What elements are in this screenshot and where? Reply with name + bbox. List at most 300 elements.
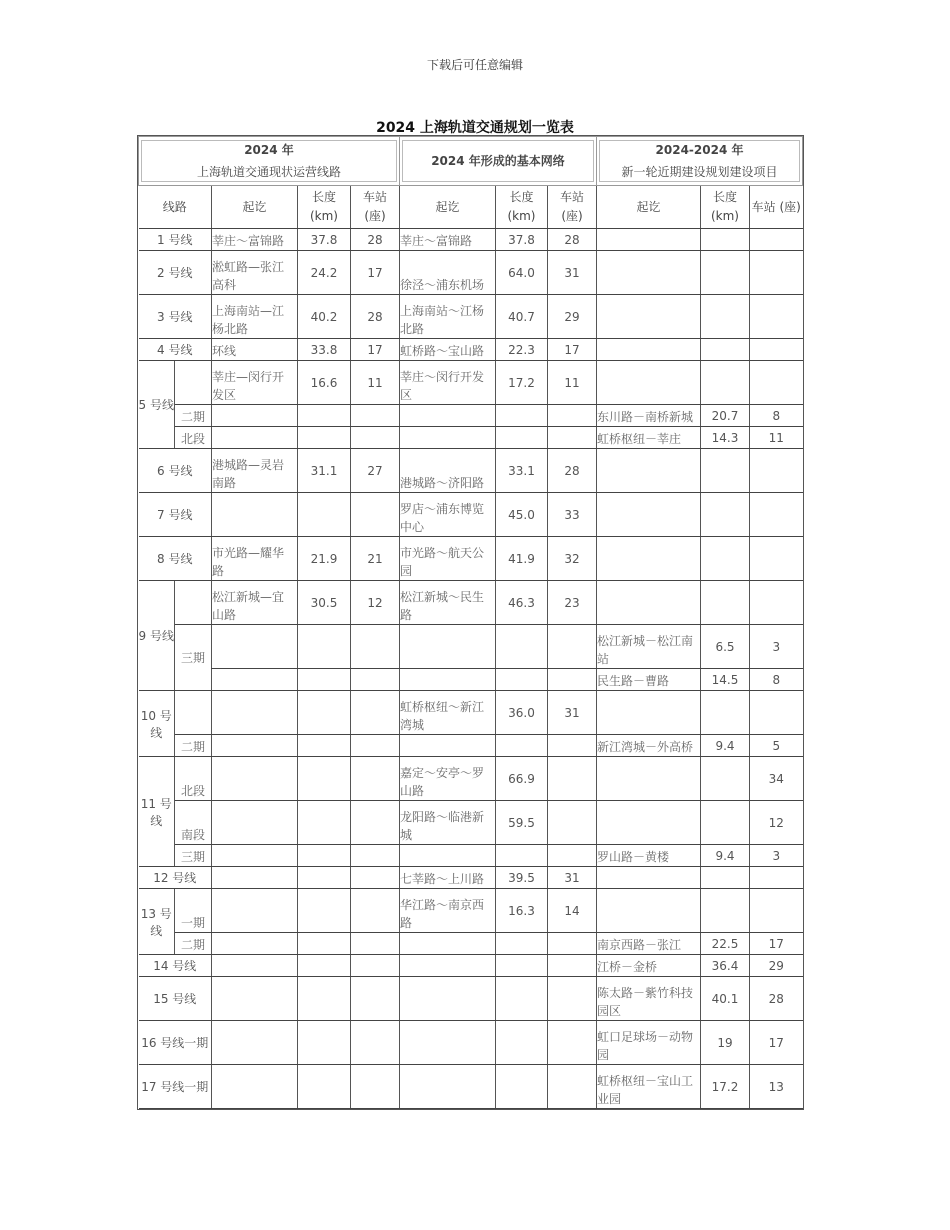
network-length-cell bbox=[496, 1065, 548, 1109]
current-stations-cell: 28 bbox=[351, 229, 400, 251]
project-route-cell: 罗山路－黄楼 bbox=[597, 845, 701, 867]
project-route-cell bbox=[597, 361, 701, 405]
project-stations-cell bbox=[750, 581, 803, 625]
network-length-cell: 39.5 bbox=[496, 867, 548, 889]
project-stations-cell bbox=[750, 339, 803, 361]
col-route-header-3: 起讫 bbox=[597, 186, 701, 229]
col-line-header: 线路 bbox=[139, 186, 212, 229]
current-length-cell: 37.8 bbox=[298, 229, 351, 251]
table-row bbox=[139, 449, 803, 493]
network-route-cell bbox=[400, 625, 496, 669]
phase-cell: 二期 bbox=[175, 405, 212, 427]
current-route-cell bbox=[212, 405, 298, 427]
project-length-cell: 19 bbox=[701, 1021, 750, 1065]
network-stations-cell bbox=[548, 1021, 597, 1065]
network-stations-cell bbox=[548, 405, 597, 427]
current-stations-cell bbox=[351, 691, 400, 735]
table-row bbox=[139, 427, 803, 449]
network-route-cell: 港城路～济阳路 bbox=[400, 449, 496, 493]
project-length-cell bbox=[701, 867, 750, 889]
network-length-cell bbox=[496, 933, 548, 955]
current-stations-cell bbox=[351, 427, 400, 449]
line-name-cell: 5 号线 bbox=[139, 361, 175, 449]
project-route-cell bbox=[597, 251, 701, 295]
project-length-cell bbox=[701, 295, 750, 339]
project-stations-cell bbox=[750, 867, 803, 889]
line-name-cell: 17 号线一期 bbox=[139, 1065, 212, 1109]
rail-plan-table bbox=[138, 136, 803, 1109]
header-note: 下载后可任意编辑 bbox=[426, 58, 523, 72]
network-route-cell: 罗店～浦东博览中心 bbox=[400, 493, 496, 537]
project-length-cell bbox=[701, 801, 750, 845]
network-route-cell: 市光路～航天公园 bbox=[400, 537, 496, 581]
current-stations-cell: 12 bbox=[351, 581, 400, 625]
current-length-cell bbox=[298, 757, 351, 801]
current-route-cell bbox=[212, 625, 298, 669]
table-row bbox=[139, 625, 803, 669]
network-length-cell: 41.9 bbox=[496, 537, 548, 581]
project-route-cell bbox=[597, 295, 701, 339]
line-name-cell: 8 号线 bbox=[139, 537, 212, 581]
current-length-cell bbox=[298, 735, 351, 757]
line-name-cell: 10 号线 bbox=[139, 691, 175, 757]
line-name-cell: 2 号线 bbox=[139, 251, 212, 295]
project-route-cell bbox=[597, 339, 701, 361]
network-length-cell bbox=[496, 625, 548, 669]
project-length-cell: 36.4 bbox=[701, 955, 750, 977]
column-header-row bbox=[139, 186, 803, 229]
project-route-cell: 东川路－南桥新城 bbox=[597, 405, 701, 427]
network-length-cell: 45.0 bbox=[496, 493, 548, 537]
project-route-cell: 新江湾城－外高桥 bbox=[597, 735, 701, 757]
line-name-cell: 15 号线 bbox=[139, 977, 212, 1021]
phase-cell: 二期 bbox=[175, 735, 212, 757]
current-length-cell bbox=[298, 1021, 351, 1065]
current-length-cell bbox=[298, 867, 351, 889]
current-stations-cell bbox=[351, 845, 400, 867]
current-length-cell: 16.6 bbox=[298, 361, 351, 405]
table-row bbox=[139, 339, 803, 361]
table-row bbox=[139, 867, 803, 889]
network-length-cell bbox=[496, 845, 548, 867]
table-row bbox=[139, 977, 803, 1021]
current-route-cell: 莘庄～富锦路 bbox=[212, 229, 298, 251]
current-route-cell bbox=[212, 933, 298, 955]
network-length-cell: 66.9 bbox=[496, 757, 548, 801]
project-stations-cell: 12 bbox=[750, 801, 803, 845]
current-route-cell bbox=[212, 735, 298, 757]
project-length-cell bbox=[701, 691, 750, 735]
current-stations-cell bbox=[351, 625, 400, 669]
current-length-cell bbox=[298, 845, 351, 867]
current-length-cell bbox=[298, 955, 351, 977]
project-route-cell bbox=[597, 537, 701, 581]
project-length-cell: 22.5 bbox=[701, 933, 750, 955]
network-route-cell: 嘉定～安亭～罗山路 bbox=[400, 757, 496, 801]
line-name-cell: 7 号线 bbox=[139, 493, 212, 537]
network-stations-cell bbox=[548, 845, 597, 867]
current-length-cell bbox=[298, 427, 351, 449]
current-route-cell bbox=[212, 691, 298, 735]
table-row bbox=[139, 691, 803, 735]
network-length-cell: 16.3 bbox=[496, 889, 548, 933]
group-new-title: 新一轮近期建设规划建设项目 bbox=[621, 165, 778, 179]
line-name-cell: 9 号线 bbox=[139, 581, 175, 691]
current-route-cell bbox=[212, 757, 298, 801]
table-row bbox=[139, 537, 803, 581]
network-length-cell bbox=[496, 955, 548, 977]
network-stations-cell: 33 bbox=[548, 493, 597, 537]
group-basic-title: 2024 年形成的基本网络 bbox=[431, 154, 565, 168]
network-route-cell bbox=[400, 955, 496, 977]
network-stations-cell: 28 bbox=[548, 449, 597, 493]
current-route-cell bbox=[212, 955, 298, 977]
network-length-cell: 64.0 bbox=[496, 251, 548, 295]
network-stations-cell bbox=[548, 1065, 597, 1109]
table-row bbox=[139, 757, 803, 801]
current-length-cell: 40.2 bbox=[298, 295, 351, 339]
current-route-cell bbox=[212, 801, 298, 845]
network-route-cell: 华江路～南京西路 bbox=[400, 889, 496, 933]
project-length-cell bbox=[701, 493, 750, 537]
table-row bbox=[139, 581, 803, 625]
network-length-cell: 17.2 bbox=[496, 361, 548, 405]
project-route-cell bbox=[597, 757, 701, 801]
phase-cell: 北段 bbox=[175, 427, 212, 449]
current-stations-cell: 17 bbox=[351, 339, 400, 361]
project-stations-cell: 8 bbox=[750, 405, 803, 427]
current-route-cell: 莘庄—闵行开发区 bbox=[212, 361, 298, 405]
network-length-cell: 22.3 bbox=[496, 339, 548, 361]
table-row bbox=[139, 1021, 803, 1065]
project-stations-cell: 34 bbox=[750, 757, 803, 801]
network-route-cell: 七莘路～上川路 bbox=[400, 867, 496, 889]
project-stations-cell bbox=[750, 251, 803, 295]
col-length-header-3: 长度 (km) bbox=[701, 186, 750, 229]
project-route-cell bbox=[597, 229, 701, 251]
line-name-cell: 16 号线一期 bbox=[139, 1021, 212, 1065]
current-route-cell: 港城路—灵岩南路 bbox=[212, 449, 298, 493]
network-length-cell: 36.0 bbox=[496, 691, 548, 735]
project-stations-cell bbox=[750, 537, 803, 581]
project-stations-cell bbox=[750, 449, 803, 493]
network-stations-cell: 14 bbox=[548, 889, 597, 933]
network-route-cell: 龙阳路～临港新城 bbox=[400, 801, 496, 845]
project-stations-cell: 17 bbox=[750, 933, 803, 955]
current-stations-cell bbox=[351, 1065, 400, 1109]
network-length-cell: 46.3 bbox=[496, 581, 548, 625]
project-route-cell: 虹口足球场－动物园 bbox=[597, 1021, 701, 1065]
current-stations-cell: 11 bbox=[351, 361, 400, 405]
project-route-cell: 虹桥枢纽－莘庄 bbox=[597, 427, 701, 449]
network-route-cell: 虹桥路～宝山路 bbox=[400, 339, 496, 361]
project-route-cell bbox=[597, 867, 701, 889]
network-route-cell bbox=[400, 669, 496, 691]
current-stations-cell: 17 bbox=[351, 251, 400, 295]
network-route-cell: 上海南站～江杨北路 bbox=[400, 295, 496, 339]
current-length-cell bbox=[298, 801, 351, 845]
project-length-cell: 9.4 bbox=[701, 735, 750, 757]
phase-cell: 三期 bbox=[175, 625, 212, 691]
current-length-cell bbox=[298, 625, 351, 669]
project-stations-cell bbox=[750, 889, 803, 933]
network-route-cell bbox=[400, 1065, 496, 1109]
project-length-cell bbox=[701, 339, 750, 361]
line-name-cell: 3 号线 bbox=[139, 295, 212, 339]
project-stations-cell: 5 bbox=[750, 735, 803, 757]
current-route-cell bbox=[212, 1021, 298, 1065]
current-length-cell: 30.5 bbox=[298, 581, 351, 625]
document-title: 2024 上海轨道交通规划一览表 bbox=[376, 120, 574, 136]
current-route-cell: 市光路—耀华路 bbox=[212, 537, 298, 581]
project-length-cell: 20.7 bbox=[701, 405, 750, 427]
network-stations-cell: 32 bbox=[548, 537, 597, 581]
project-stations-cell: 28 bbox=[750, 977, 803, 1021]
current-length-cell bbox=[298, 977, 351, 1021]
col-length-header-2: 长度 (km) bbox=[496, 186, 548, 229]
current-route-cell bbox=[212, 1065, 298, 1109]
current-route-cell bbox=[212, 889, 298, 933]
network-length-cell: 37.8 bbox=[496, 229, 548, 251]
project-stations-cell: 8 bbox=[750, 669, 803, 691]
col-stations-header-2: 车站 (座) bbox=[548, 186, 597, 229]
network-stations-cell: 31 bbox=[548, 867, 597, 889]
project-stations-cell bbox=[750, 295, 803, 339]
phase-cell bbox=[175, 361, 212, 405]
network-length-cell bbox=[496, 427, 548, 449]
table-row bbox=[139, 361, 803, 405]
col-length-header: 长度 (km) bbox=[298, 186, 351, 229]
project-stations-cell: 3 bbox=[750, 845, 803, 867]
group-new-year: 2024-2024 年 bbox=[655, 143, 744, 157]
project-route-cell: 江桥－金桥 bbox=[597, 955, 701, 977]
network-length-cell bbox=[496, 977, 548, 1021]
network-route-cell bbox=[400, 735, 496, 757]
table-row bbox=[139, 955, 803, 977]
line-name-cell: 12 号线 bbox=[139, 867, 212, 889]
project-route-cell bbox=[597, 581, 701, 625]
col-route-header: 起讫 bbox=[212, 186, 298, 229]
table-row bbox=[139, 735, 803, 757]
phase-cell: 三期 bbox=[175, 845, 212, 867]
network-route-cell bbox=[400, 405, 496, 427]
group-basic-network bbox=[400, 137, 597, 186]
network-length-cell: 33.1 bbox=[496, 449, 548, 493]
network-length-cell bbox=[496, 735, 548, 757]
table-row bbox=[139, 295, 803, 339]
current-length-cell: 24.2 bbox=[298, 251, 351, 295]
current-route-cell bbox=[212, 867, 298, 889]
table-row bbox=[139, 889, 803, 933]
current-stations-cell bbox=[351, 757, 400, 801]
project-length-cell bbox=[701, 251, 750, 295]
current-length-cell bbox=[298, 405, 351, 427]
current-route-cell bbox=[212, 669, 298, 691]
current-stations-cell: 21 bbox=[351, 537, 400, 581]
current-route-cell bbox=[212, 977, 298, 1021]
project-length-cell bbox=[701, 361, 750, 405]
network-stations-cell: 23 bbox=[548, 581, 597, 625]
project-route-cell: 南京西路－张江 bbox=[597, 933, 701, 955]
network-stations-cell bbox=[548, 977, 597, 1021]
project-length-cell: 17.2 bbox=[701, 1065, 750, 1109]
line-name-cell: 14 号线 bbox=[139, 955, 212, 977]
network-stations-cell: 17 bbox=[548, 339, 597, 361]
project-length-cell bbox=[701, 449, 750, 493]
project-stations-cell bbox=[750, 691, 803, 735]
project-route-cell bbox=[597, 889, 701, 933]
current-stations-cell bbox=[351, 493, 400, 537]
table-row bbox=[139, 669, 803, 691]
current-length-cell bbox=[298, 933, 351, 955]
project-route-cell: 陈太路－紫竹科技园区 bbox=[597, 977, 701, 1021]
table-row bbox=[139, 801, 803, 845]
current-route-cell: 环线 bbox=[212, 339, 298, 361]
project-length-cell: 14.5 bbox=[701, 669, 750, 691]
project-route-cell: 民生路－曹路 bbox=[597, 669, 701, 691]
network-stations-cell: 31 bbox=[548, 251, 597, 295]
current-stations-cell bbox=[351, 669, 400, 691]
current-route-cell bbox=[212, 845, 298, 867]
network-stations-cell bbox=[548, 757, 597, 801]
current-length-cell bbox=[298, 1065, 351, 1109]
project-route-cell: 虹桥枢纽－宝山工业园 bbox=[597, 1065, 701, 1109]
project-route-cell bbox=[597, 493, 701, 537]
table-row bbox=[139, 845, 803, 867]
project-length-cell bbox=[701, 581, 750, 625]
line-name-cell: 1 号线 bbox=[139, 229, 212, 251]
line-name-cell: 4 号线 bbox=[139, 339, 212, 361]
phase-cell bbox=[175, 581, 212, 625]
current-stations-cell bbox=[351, 933, 400, 955]
project-length-cell: 40.1 bbox=[701, 977, 750, 1021]
table-row bbox=[139, 933, 803, 955]
table-row bbox=[139, 1065, 803, 1109]
phase-cell: 二期 bbox=[175, 933, 212, 955]
project-length-cell bbox=[701, 757, 750, 801]
project-stations-cell: 17 bbox=[750, 1021, 803, 1065]
project-stations-cell: 29 bbox=[750, 955, 803, 977]
project-route-cell bbox=[597, 449, 701, 493]
line-name-cell: 13 号线 bbox=[139, 889, 175, 955]
project-length-cell bbox=[701, 537, 750, 581]
network-route-cell: 虹桥枢纽～新江湾城 bbox=[400, 691, 496, 735]
network-route-cell bbox=[400, 845, 496, 867]
project-stations-cell bbox=[750, 361, 803, 405]
project-length-cell: 14.3 bbox=[701, 427, 750, 449]
network-stations-cell bbox=[548, 933, 597, 955]
project-length-cell: 6.5 bbox=[701, 625, 750, 669]
table-row bbox=[139, 493, 803, 537]
project-stations-cell: 11 bbox=[750, 427, 803, 449]
current-stations-cell bbox=[351, 955, 400, 977]
current-stations-cell bbox=[351, 977, 400, 1021]
group-current-title: 上海轨道交通现状运营线路 bbox=[196, 165, 341, 179]
current-stations-cell bbox=[351, 735, 400, 757]
current-stations-cell bbox=[351, 1021, 400, 1065]
line-name-cell: 11 号线 bbox=[139, 757, 175, 867]
current-route-cell bbox=[212, 427, 298, 449]
current-stations-cell: 27 bbox=[351, 449, 400, 493]
network-route-cell bbox=[400, 933, 496, 955]
network-stations-cell bbox=[548, 427, 597, 449]
line-name-cell: 6 号线 bbox=[139, 449, 212, 493]
network-stations-cell: 28 bbox=[548, 229, 597, 251]
project-route-cell bbox=[597, 801, 701, 845]
current-length-cell bbox=[298, 691, 351, 735]
current-route-cell bbox=[212, 493, 298, 537]
project-route-cell bbox=[597, 691, 701, 735]
project-route-cell: 松江新城－松江南站 bbox=[597, 625, 701, 669]
phase-cell: 北段 bbox=[175, 757, 212, 801]
group-current-year: 2024 年 bbox=[244, 143, 294, 157]
col-stations-header-3: 车站 (座) bbox=[750, 186, 803, 229]
network-stations-cell bbox=[548, 625, 597, 669]
network-length-cell bbox=[496, 405, 548, 427]
current-length-cell: 21.9 bbox=[298, 537, 351, 581]
network-stations-cell bbox=[548, 669, 597, 691]
current-length-cell bbox=[298, 889, 351, 933]
table-row bbox=[139, 229, 803, 251]
network-stations-cell: 29 bbox=[548, 295, 597, 339]
current-stations-cell bbox=[351, 801, 400, 845]
network-stations-cell bbox=[548, 955, 597, 977]
current-stations-cell: 28 bbox=[351, 295, 400, 339]
current-length-cell bbox=[298, 669, 351, 691]
current-stations-cell bbox=[351, 405, 400, 427]
current-length-cell: 33.8 bbox=[298, 339, 351, 361]
current-length-cell bbox=[298, 493, 351, 537]
table-row bbox=[139, 405, 803, 427]
project-stations-cell bbox=[750, 493, 803, 537]
network-length-cell bbox=[496, 669, 548, 691]
phase-cell: 一期 bbox=[175, 889, 212, 933]
current-length-cell: 31.1 bbox=[298, 449, 351, 493]
network-stations-cell: 11 bbox=[548, 361, 597, 405]
network-route-cell: 松江新城～民生路 bbox=[400, 581, 496, 625]
network-route-cell bbox=[400, 977, 496, 1021]
network-length-cell: 59.5 bbox=[496, 801, 548, 845]
project-length-cell: 9.4 bbox=[701, 845, 750, 867]
table-row bbox=[139, 251, 803, 295]
phase-cell bbox=[175, 691, 212, 735]
network-route-cell bbox=[400, 1021, 496, 1065]
project-stations-cell: 3 bbox=[750, 625, 803, 669]
project-stations-cell bbox=[750, 229, 803, 251]
current-stations-cell bbox=[351, 889, 400, 933]
network-length-cell bbox=[496, 1021, 548, 1065]
network-route-cell bbox=[400, 427, 496, 449]
network-route-cell: 莘庄～闵行开发区 bbox=[400, 361, 496, 405]
current-route-cell: 淞虹路—张江高科 bbox=[212, 251, 298, 295]
current-route-cell: 上海南站—江杨北路 bbox=[212, 295, 298, 339]
network-route-cell: 徐泾～浦东机场 bbox=[400, 251, 496, 295]
network-stations-cell bbox=[548, 735, 597, 757]
network-length-cell: 40.7 bbox=[496, 295, 548, 339]
current-route-cell: 松江新城—宜山路 bbox=[212, 581, 298, 625]
phase-cell: 南段 bbox=[175, 801, 212, 845]
group-new-projects bbox=[597, 137, 803, 186]
col-route-header-2: 起讫 bbox=[400, 186, 496, 229]
col-stations-header: 车站 (座) bbox=[351, 186, 400, 229]
network-route-cell: 莘庄～富锦路 bbox=[400, 229, 496, 251]
project-length-cell bbox=[701, 229, 750, 251]
network-stations-cell: 31 bbox=[548, 691, 597, 735]
network-stations-cell bbox=[548, 801, 597, 845]
project-stations-cell: 13 bbox=[750, 1065, 803, 1109]
current-stations-cell bbox=[351, 867, 400, 889]
group-current-lines bbox=[139, 137, 400, 186]
